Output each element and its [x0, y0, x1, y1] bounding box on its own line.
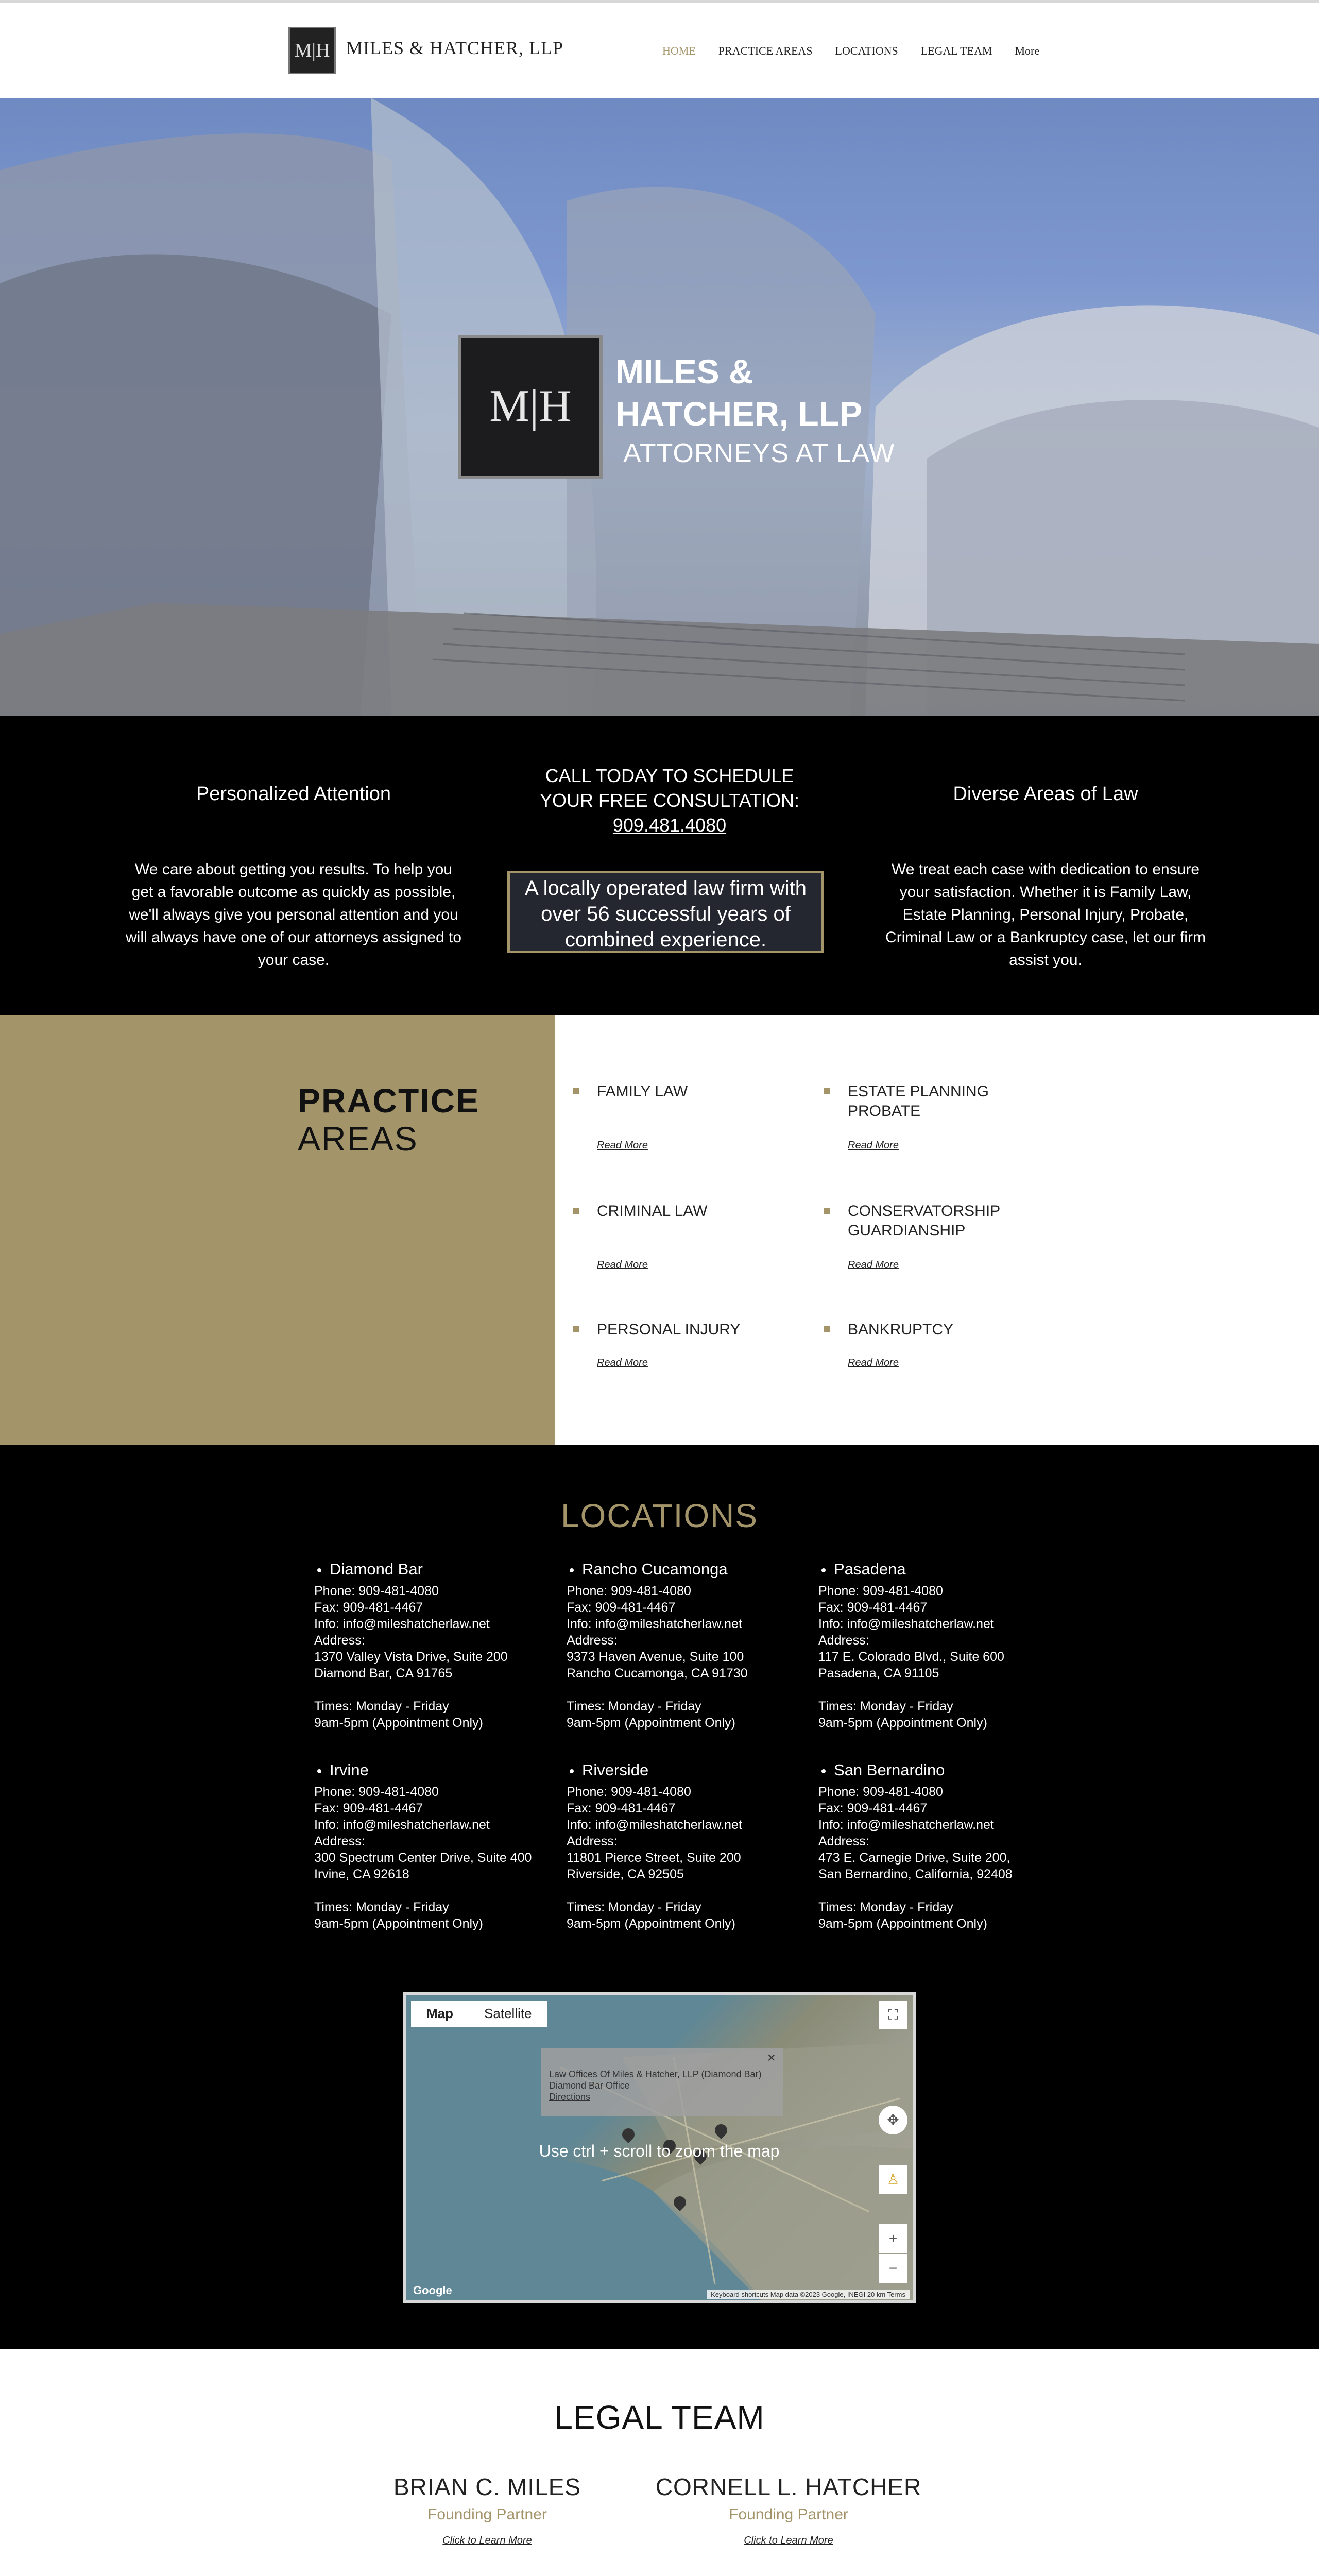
office-address1: 473 E. Carnegie Drive, Suite 200, [818, 1851, 1010, 1865]
office-hours: 9am-5pm (Appointment Only) [314, 1716, 483, 1730]
learn-more-link[interactable]: Click to Learn More [442, 2535, 532, 2546]
office-address2: Rancho Cucamonga, CA 91730 [567, 1666, 748, 1681]
map-attribution: Keyboard shortcuts Map data ©2023 Google, INEGI 20 km Terms [707, 2290, 910, 2299]
bullet-icon [573, 1326, 579, 1332]
experience-tagline: A locally operated law firm with over 56 successful years of combined experience. [507, 871, 824, 953]
office-address2: Riverside, CA 92505 [567, 1867, 684, 1882]
team-member [634, 2473, 943, 2547]
zoom-out-icon[interactable]: − [879, 2254, 907, 2283]
bullet-icon [824, 1208, 830, 1214]
read-more-link[interactable]: Read More [848, 1259, 899, 1270]
office-info: Info: info@mileshatcherlaw.net [818, 1818, 994, 1832]
nav-practice-areas[interactable]: PRACTICE AREAS [718, 44, 813, 57]
office-hours: 9am-5pm (Appointment Only) [818, 1716, 987, 1730]
office-city: Rancho Cucamonga [567, 1561, 814, 1578]
bullet-icon [573, 1208, 579, 1214]
office-phone: Phone: 909-481-4080 [314, 1785, 439, 1799]
office-times: Times: Monday - Friday [818, 1699, 953, 1714]
practice-item [824, 1082, 1009, 1154]
zoom-in-icon[interactable]: + [879, 2224, 907, 2253]
office-info: Info: info@mileshatcherlaw.net [314, 1617, 490, 1631]
call-to-action [515, 764, 824, 838]
practice-heading-light: AREAS [298, 1120, 418, 1158]
practice-item [573, 1082, 759, 1154]
nav-more[interactable]: More [1015, 44, 1040, 57]
office-card [314, 1762, 561, 1932]
office-card [314, 1561, 561, 1731]
office-hours: 9am-5pm (Appointment Only) [314, 1917, 483, 1931]
bullet-icon [824, 1088, 830, 1094]
office-map[interactable] [403, 1992, 916, 2303]
learn-more-link[interactable]: Click to Learn More [744, 2535, 833, 2546]
office-fax: Fax: 909-481-4467 [567, 1600, 676, 1615]
office-fax: Fax: 909-481-4467 [818, 1801, 928, 1816]
office-phone: Phone: 909-481-4080 [567, 1785, 691, 1799]
nav-legal-team[interactable]: LEGAL TEAM [920, 44, 992, 57]
office-phone: Phone: 909-481-4080 [818, 1785, 943, 1799]
practice-name: CRIMINAL LAW [597, 1202, 708, 1219]
hero-logo-mark: M|H [458, 335, 603, 479]
legal-team-section [0, 2349, 1319, 2576]
personalized-attention-text: We care about getting you results. To help you get a favorable outcome as quickly as possible, we'll always give you personal attention and you will always have one of our attorneys assigned to your case. [125, 861, 462, 969]
read-more-link[interactable]: Read More [597, 1140, 648, 1151]
office-times: Times: Monday - Friday [567, 1900, 701, 1914]
office-phone: Phone: 909-481-4080 [818, 1584, 943, 1598]
office-card [818, 1561, 1066, 1731]
bullet-icon [573, 1088, 579, 1094]
member-name: CORNELL L. HATCHER [655, 2473, 922, 2500]
practice-name: ESTATE PLANNING PROBATE [848, 1083, 989, 1120]
member-name: BRIAN C. MILES [393, 2473, 581, 2500]
read-more-link[interactable]: Read More [597, 1357, 648, 1368]
call-line1: CALL TODAY TO SCHEDULE [545, 765, 794, 786]
office-phone: Phone: 909-481-4080 [567, 1584, 691, 1598]
practice-item [824, 1320, 1009, 1377]
read-more-link[interactable]: Read More [848, 1140, 899, 1151]
member-role: Founding Partner [427, 2506, 547, 2523]
locations-title: LOCATIONS [560, 1497, 759, 1534]
office-city: Riverside [567, 1762, 814, 1778]
map-info-title: Law Offices Of Miles & Hatcher, LLP (Diamond Bar) [549, 2069, 762, 2079]
office-card [818, 1762, 1066, 1932]
call-line2: YOUR FREE CONSULTATION: [539, 790, 800, 811]
hero-title-line2: HATCHER, LLP [615, 395, 863, 433]
office-times: Times: Monday - Friday [567, 1699, 701, 1714]
office-fax: Fax: 909-481-4467 [818, 1600, 928, 1615]
hero-title [615, 350, 862, 435]
locations-section [0, 1445, 1319, 2349]
office-fax: Fax: 909-481-4467 [567, 1801, 676, 1816]
office-phone: Phone: 909-481-4080 [314, 1584, 439, 1598]
map-tab[interactable]: Map [426, 2006, 453, 2021]
office-info: Info: info@mileshatcherlaw.net [314, 1818, 490, 1832]
practice-item [573, 1201, 759, 1274]
legal-team-title: LEGAL TEAM [554, 2399, 765, 2436]
office-address2: Pasadena, CA 91105 [818, 1666, 939, 1681]
satellite-tab[interactable]: Satellite [484, 2006, 532, 2021]
office-address-label: Address: [567, 1633, 618, 1648]
phone-link[interactable]: 909.481.4080 [612, 815, 727, 836]
office-city: Diamond Bar [314, 1561, 561, 1578]
pegman-icon[interactable]: ♙ [879, 2165, 907, 2194]
personalized-attention-title: Personalized Attention [196, 783, 391, 805]
fullscreen-icon[interactable]: ⛶ [879, 2001, 907, 2029]
map-info-window [541, 2048, 783, 2116]
office-address-label: Address: [567, 1834, 618, 1849]
map-type-tabs [411, 2001, 547, 2027]
office-hours: 9am-5pm (Appointment Only) [567, 1917, 735, 1931]
office-address2: San Bernardino, California, 92408 [818, 1867, 1013, 1882]
office-fax: Fax: 909-481-4467 [314, 1600, 423, 1615]
team-member [333, 2473, 642, 2547]
office-hours: 9am-5pm (Appointment Only) [818, 1917, 987, 1931]
office-times: Times: Monday - Friday [818, 1900, 953, 1914]
practice-name: PERSONAL INJURY [597, 1321, 741, 1338]
office-fax: Fax: 909-481-4467 [314, 1801, 423, 1816]
close-icon[interactable]: × [767, 2049, 776, 2065]
practice-name: CONSERVATORSHIP GUARDIANSHIP [848, 1202, 1000, 1239]
office-hours: 9am-5pm (Appointment Only) [567, 1716, 735, 1730]
office-address-label: Address: [314, 1834, 365, 1849]
read-more-link[interactable]: Read More [597, 1259, 648, 1270]
office-info: Info: info@mileshatcherlaw.net [567, 1818, 742, 1832]
practice-areas-panel [0, 1015, 555, 1445]
compass-icon[interactable]: ✥ [879, 2106, 907, 2134]
site-header [0, 0, 1319, 98]
main-nav [662, 44, 1039, 58]
office-address-label: Address: [314, 1633, 365, 1648]
office-address1: 117 E. Colorado Blvd., Suite 600 [818, 1650, 1004, 1664]
office-address1: 11801 Pierce Street, Suite 200 [567, 1851, 741, 1865]
diverse-areas-title: Diverse Areas of Law [953, 783, 1138, 805]
office-address1: 1370 Valley Vista Drive, Suite 200 [314, 1650, 508, 1664]
hero-subtitle: ATTORNEYS AT LAW [623, 438, 895, 468]
diverse-areas-text: We treat each case with dedication to ensure your satisfaction. Whether it is Family Law, Estate Planning, Personal Injury, Probate, Criminal Law or a Bankruptcy case, let our firm assist you. [885, 861, 1206, 969]
office-city: Irvine [314, 1762, 561, 1778]
office-address-label: Address: [818, 1633, 869, 1648]
office-times: Times: Monday - Friday [314, 1900, 449, 1914]
read-more-link[interactable]: Read More [848, 1357, 899, 1368]
office-address2: Diamond Bar, CA 91765 [314, 1666, 453, 1681]
google-logo: Google [413, 2284, 452, 2297]
hero-banner [0, 98, 1319, 716]
info-band [0, 716, 1319, 1015]
member-role: Founding Partner [729, 2506, 848, 2523]
office-address1: 9373 Haven Avenue, Suite 100 [567, 1650, 744, 1664]
office-city: San Bernardino [818, 1762, 1066, 1778]
nav-home[interactable]: HOME [662, 44, 696, 57]
office-address1: 300 Spectrum Center Drive, Suite 400 [314, 1851, 532, 1865]
practice-name: BANKRUPTCY [848, 1321, 954, 1338]
brand-name[interactable]: MILES & HATCHER, LLP [346, 38, 564, 58]
map-zoom-hint: Use ctrl + scroll to zoom the map [539, 2142, 780, 2160]
office-info: Info: info@mileshatcherlaw.net [818, 1617, 994, 1631]
logo-mark[interactable]: M|H [288, 27, 336, 74]
nav-locations[interactable]: LOCATIONS [835, 44, 898, 57]
practice-heading-bold: PRACTICE [298, 1081, 480, 1120]
practice-name: FAMILY LAW [597, 1083, 688, 1100]
office-address2: Irvine, CA 92618 [314, 1867, 409, 1882]
office-card [567, 1762, 814, 1932]
office-times: Times: Monday - Friday [314, 1699, 449, 1714]
office-city: Pasadena [818, 1561, 1066, 1578]
hero-title-line1: MILES & [615, 352, 753, 391]
directions-link[interactable]: Directions [549, 2092, 591, 2102]
practice-item [573, 1320, 759, 1377]
practice-item [824, 1201, 1009, 1274]
office-card [567, 1561, 814, 1731]
bullet-icon [824, 1326, 830, 1332]
map-info-subtitle: Diamond Bar Office [549, 2080, 630, 2091]
office-address-label: Address: [818, 1834, 869, 1849]
office-info: Info: info@mileshatcherlaw.net [567, 1617, 742, 1631]
